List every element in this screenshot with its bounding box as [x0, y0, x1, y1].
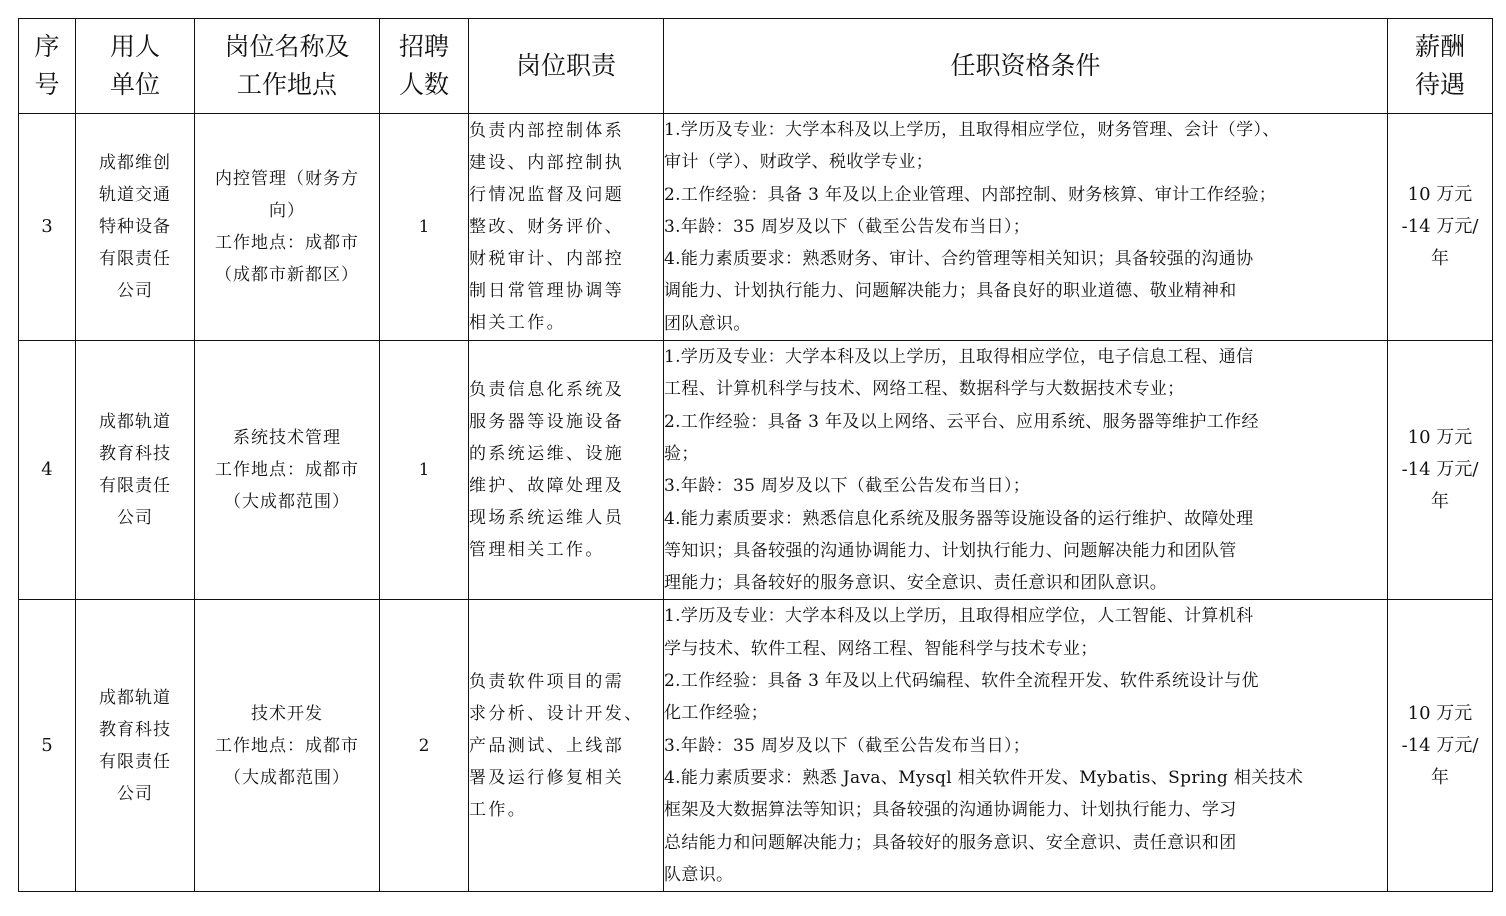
qualification-line: 验；: [664, 443, 699, 464]
row-position: [195, 341, 380, 600]
position-line: （成都市新都区）: [215, 265, 359, 286]
qualification-line: 3.年龄：35 周岁及以下（截至公告发布当日）；: [664, 216, 1031, 237]
header-position: [195, 19, 380, 114]
qualification-line: 团队意识。: [664, 313, 751, 334]
qualification-line: 4.能力素质要求：熟悉财务、审计、合约管理等相关知识；具备较强的沟通协: [664, 249, 1254, 270]
qualification-line: 3.年龄：35 周岁及以下（截至公告发布当日）；: [664, 476, 1031, 497]
duty-line: 管理相关工作。: [469, 540, 605, 561]
duty-line: 负责软件项目的需: [469, 671, 625, 692]
position-line: 内控管理（财务方: [215, 169, 359, 190]
unit-line: 公司: [117, 783, 153, 804]
salary-line: 10 万元: [1407, 184, 1473, 206]
salary-line: 10 万元: [1407, 427, 1473, 449]
salary-line: -14 万元/: [1401, 216, 1479, 238]
duty-line: 整改、财务评价、: [469, 217, 625, 238]
row-qualifications: [664, 114, 1388, 341]
row-count: 2: [380, 600, 469, 892]
row-unit: [76, 114, 195, 341]
unit-line: 有限责任: [99, 476, 171, 497]
table-row: [19, 341, 1493, 600]
qualification-line: 调能力、计划执行能力、问题解决能力；具备良好的职业道德、敬业精神和: [664, 281, 1237, 302]
duty-line: 工作。: [469, 799, 528, 820]
duty-line: 财税审计、内部控: [469, 249, 625, 270]
position-line: 工作地点：成都市: [215, 233, 359, 254]
header-unit: [76, 19, 195, 114]
row-seq: 5: [19, 600, 76, 892]
position-line: 系统技术管理: [233, 428, 341, 449]
header-text: 单位: [109, 70, 160, 99]
duty-line: 服务器等设施设备: [469, 412, 625, 433]
row-seq: 4: [19, 341, 76, 600]
unit-line: 成都轨道: [99, 687, 171, 708]
header-text: 待遇: [1414, 70, 1465, 99]
qualification-line: 化工作经验；: [664, 703, 769, 724]
qualification-line: 1.学历及专业：大学本科及以上学历，且取得相应学位，电子信息工程、通信: [664, 347, 1254, 368]
unit-line: 教育科技: [99, 719, 171, 740]
row-qualifications: [664, 341, 1388, 600]
salary-line: 年: [1431, 248, 1449, 270]
qualification-line: 3.年龄：35 周岁及以下（截至公告发布当日）；: [664, 735, 1031, 756]
position-line: （大成都范围）: [224, 492, 350, 513]
duty-line: 现场系统运维人员: [469, 508, 625, 529]
unit-line: 有限责任: [99, 249, 171, 270]
duty-line: 负责信息化系统及: [469, 380, 625, 401]
qualification-line: 理能力；具备较好的服务意识、安全意识、责任意识和团队意识。: [664, 573, 1168, 594]
table-row: [19, 114, 1493, 341]
unit-line: 成都轨道: [99, 412, 171, 433]
qualification-line: 2.工作经验：具备 3 年及以上企业管理、内部控制、财务核算、审计工作经验；: [664, 184, 1277, 205]
header-salary: [1388, 19, 1493, 114]
qualification-line: 总结能力和问题解决能力；具备较好的服务意识、安全意识、责任意识和团: [664, 832, 1237, 853]
header-seq: [19, 19, 76, 114]
qualification-line: 等知识；具备较强的沟通协调能力、计划执行能力、问题解决能力和团队管: [664, 540, 1237, 561]
row-unit: [76, 341, 195, 600]
unit-line: 公司: [117, 508, 153, 529]
row-salary: [1388, 114, 1493, 341]
row-duties: [469, 114, 664, 341]
header-text: 序: [34, 32, 60, 61]
duty-line: 制日常管理协调等: [469, 281, 625, 302]
header-text: 用人: [109, 32, 160, 61]
qualification-line: 1.学历及专业：大学本科及以上学历，且取得相应学位，财务管理、会计（学）、: [664, 120, 1280, 140]
header-text: 薪酬: [1414, 32, 1465, 61]
header-qualifications: [664, 19, 1388, 114]
qualification-line: 4.能力素质要求：熟悉信息化系统及服务器等设施设备的运行维护、故障处理: [664, 508, 1254, 529]
row-salary: [1388, 341, 1493, 600]
qualification-line: 审计（学）、财政学、税收学专业；: [664, 152, 934, 173]
row-duties: [469, 600, 664, 892]
duty-line: 维护、故障处理及: [469, 476, 625, 497]
row-position: [195, 114, 380, 341]
header-text: 人数: [398, 70, 449, 99]
duty-line: 负责内部控制体系: [469, 121, 625, 142]
header-row: [19, 19, 1493, 114]
unit-line: 轨道交通: [99, 185, 171, 206]
duty-line: 的系统运维、设施: [469, 444, 625, 465]
header-text: 号: [34, 70, 60, 99]
header-text: 岗位名称及: [224, 32, 350, 61]
row-count: 1: [380, 114, 469, 341]
position-line: 向）: [269, 201, 305, 222]
header-text: 任职资格条件: [950, 51, 1101, 80]
header-count: [380, 19, 469, 114]
row-duties: [469, 341, 664, 600]
salary-line: -14 万元/: [1401, 459, 1479, 481]
duty-line: 相关工作。: [469, 313, 566, 334]
table-row: [19, 600, 1493, 892]
qualification-line: 队意识。: [664, 864, 734, 885]
row-salary: [1388, 600, 1493, 892]
unit-line: 有限责任: [99, 751, 171, 772]
header-text: 招聘: [398, 32, 449, 61]
header-text: 岗位职责: [515, 51, 616, 80]
qualification-line: 工程、计算机科学与技术、网络工程、数据科学与大数据技术专业；: [664, 379, 1185, 400]
row-unit: [76, 600, 195, 892]
row-seq: 3: [19, 114, 76, 341]
header-text: 工作地点: [236, 70, 337, 99]
row-position: [195, 600, 380, 892]
qualification-line: 框架及大数据算法等知识；具备较强的沟通协调能力、计划执行能力、学习: [664, 800, 1237, 821]
salary-line: 10 万元: [1407, 702, 1473, 724]
unit-line: 成都维创: [99, 153, 171, 174]
row-qualifications: [664, 600, 1388, 892]
duty-line: 建设、内部控制执: [469, 153, 625, 174]
qualification-line: 学与技术、软件工程、网络工程、智能科学与技术专业；: [664, 638, 1098, 659]
salary-line: -14 万元/: [1401, 734, 1479, 756]
qualification-line: 2.工作经验：具备 3 年及以上代码编程、软件全流程开发、软件系统设计与优: [664, 671, 1259, 692]
unit-line: 教育科技: [99, 444, 171, 465]
position-line: 工作地点：成都市: [215, 735, 359, 756]
duty-line: 署及运行修复相关: [469, 767, 625, 788]
recruitment-table: [18, 18, 1493, 892]
unit-line: 公司: [117, 281, 153, 302]
duty-line: 求分析、设计开发、: [469, 703, 644, 724]
duty-line: 行情况监督及问题: [469, 185, 625, 206]
position-line: 工作地点：成都市: [215, 460, 359, 481]
salary-line: 年: [1431, 766, 1449, 788]
qualification-line: 1.学历及专业：大学本科及以上学历，且取得相应学位，人工智能、计算机科: [664, 606, 1254, 627]
qualification-line: 2.工作经验：具备 3 年及以上网络、云平台、应用系统、服务器等维护工作经: [664, 411, 1259, 432]
position-line: 技术开发: [251, 703, 323, 724]
qualification-line: 4.能力素质要求：熟悉 Java、Mysql 相关软件开发、Mybatis、Spring 相关技术: [664, 767, 1304, 788]
salary-line: 年: [1431, 491, 1449, 513]
unit-line: 特种设备: [99, 217, 171, 238]
row-count: 1: [380, 341, 469, 600]
duty-line: 产品测试、上线部: [469, 735, 625, 756]
position-line: （大成都范围）: [224, 767, 350, 788]
header-duties: [469, 19, 664, 114]
